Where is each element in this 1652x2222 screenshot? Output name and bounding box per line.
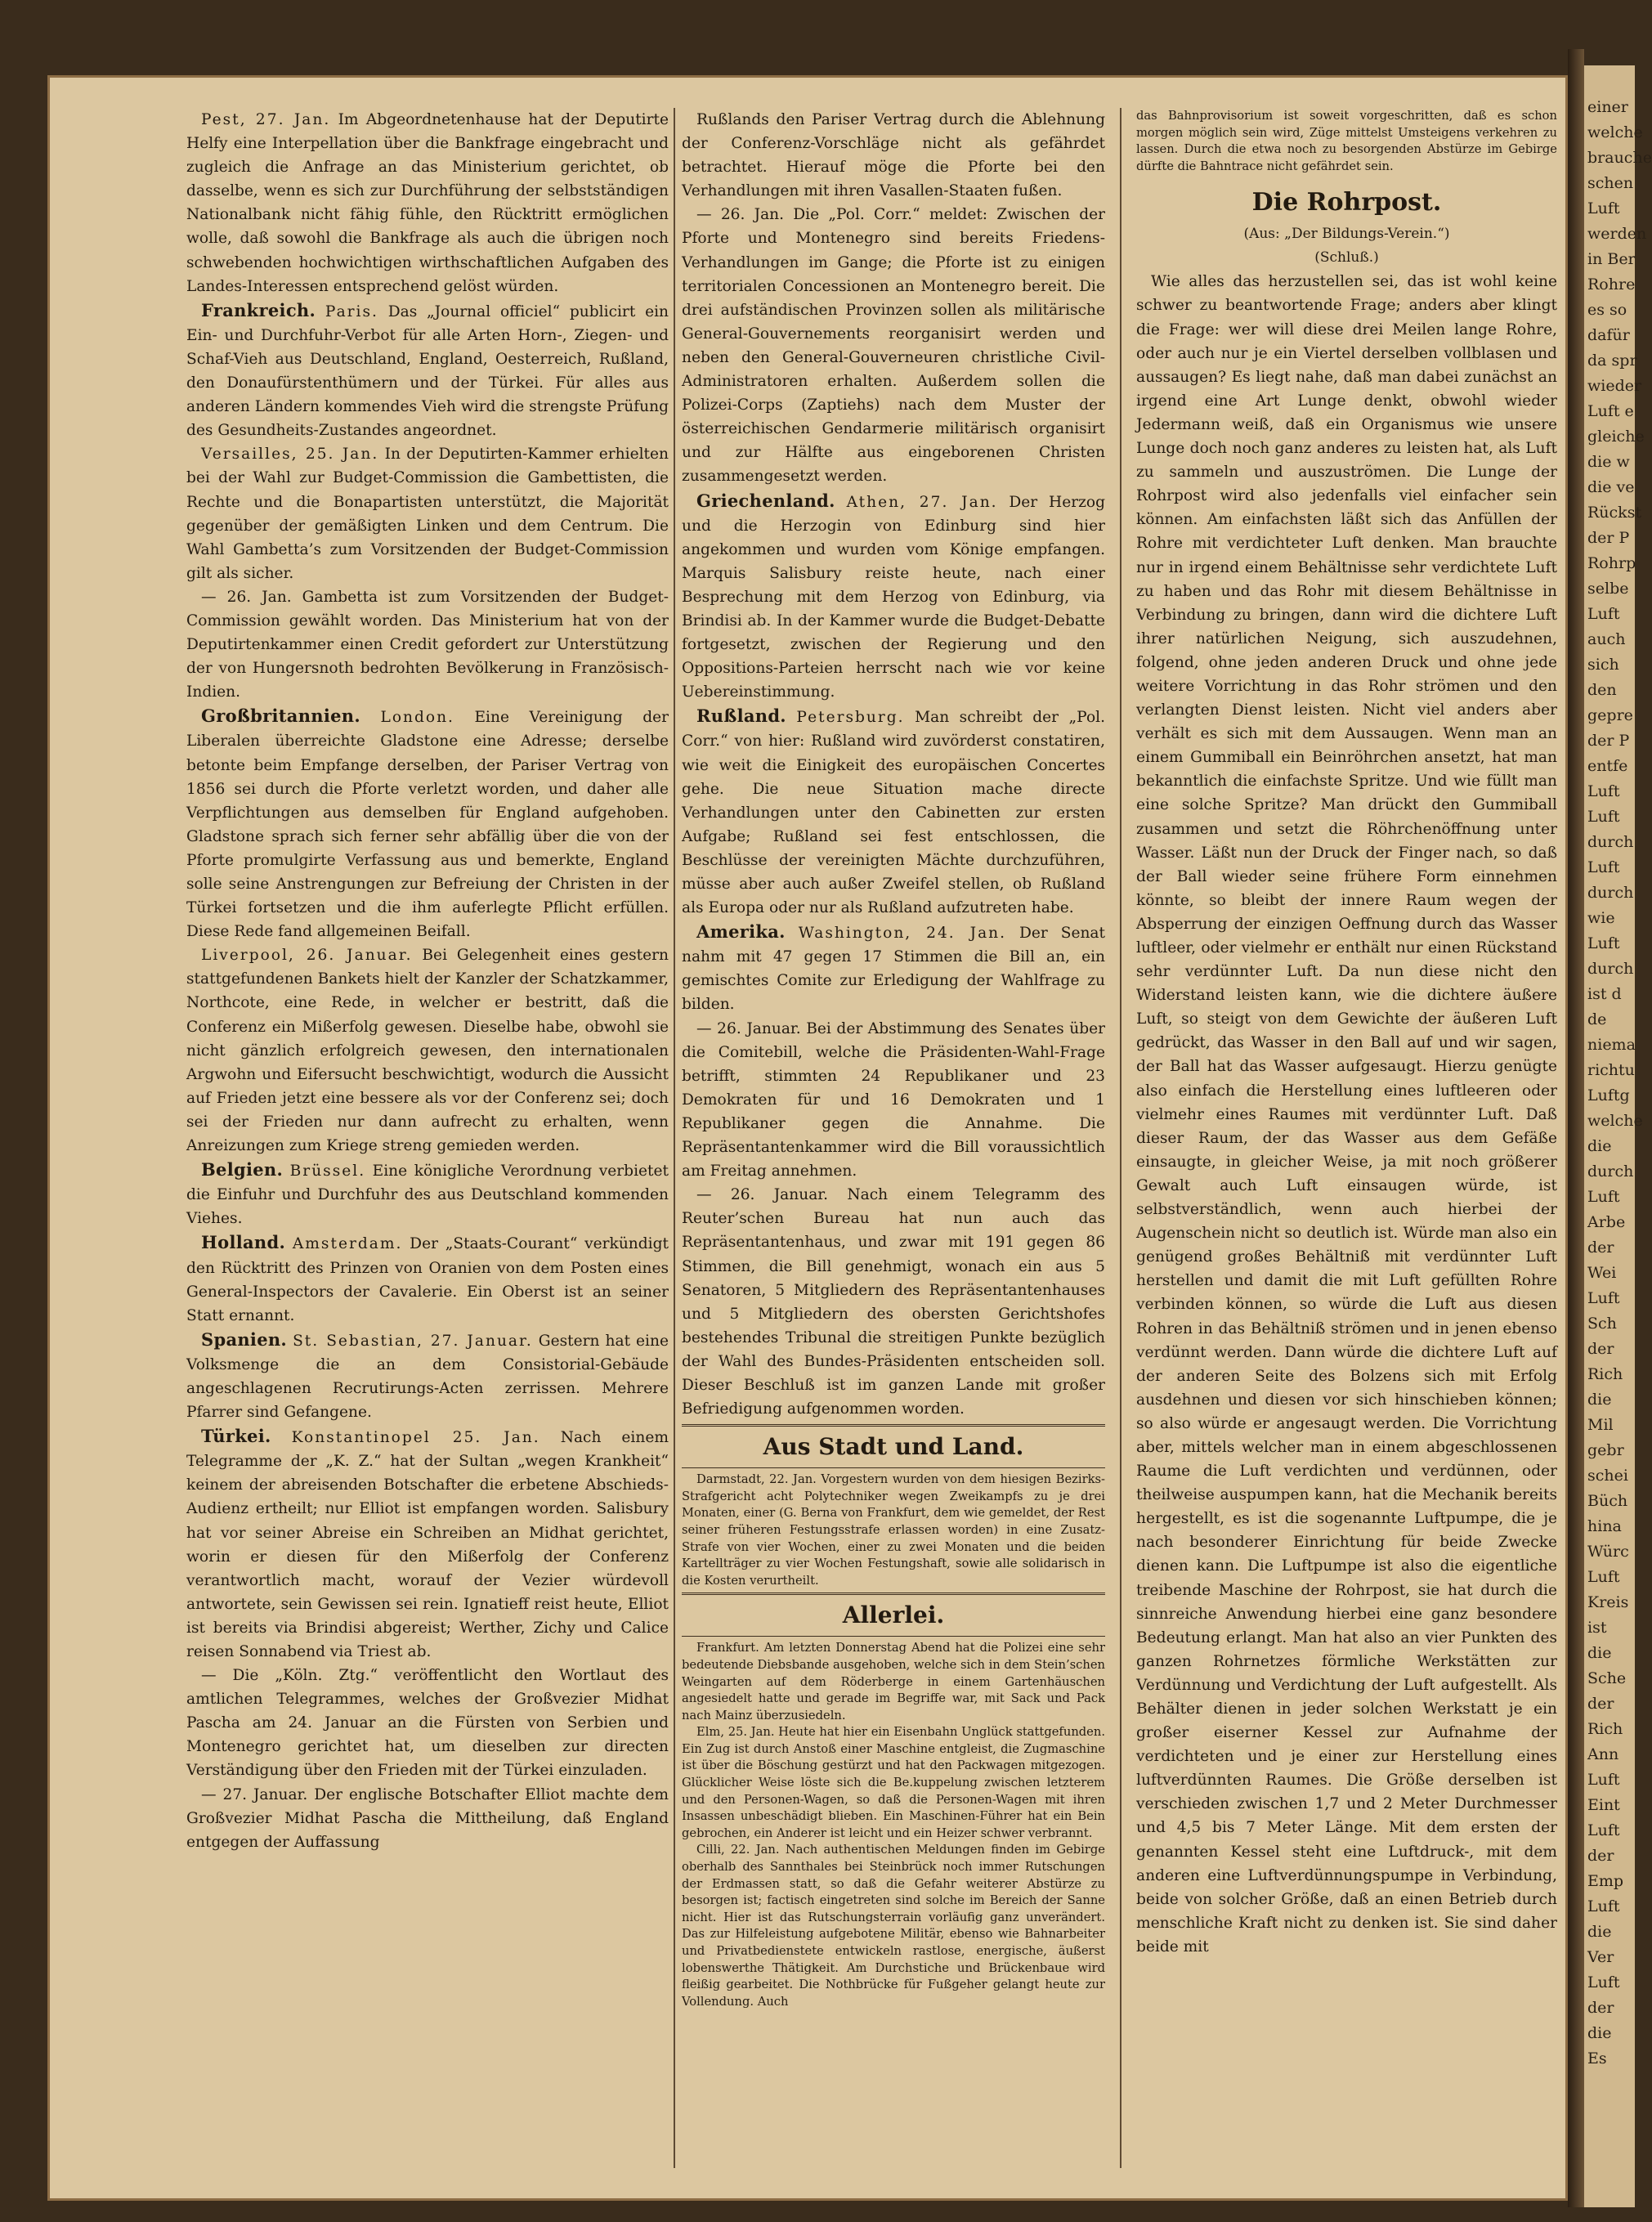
country-heading: Amerika. <box>696 921 786 943</box>
column-1 <box>186 108 669 2168</box>
dateline: Paris. <box>325 302 378 320</box>
facing-page-fragment: Luft <box>1587 782 1620 800</box>
facing-page-fragment: werden <box>1587 225 1647 243</box>
dateline: Brüssel. <box>289 1163 366 1180</box>
facing-page-fragment: Luft <box>1587 808 1620 826</box>
facing-page-fragment: Luft <box>1587 1821 1620 1839</box>
facing-page-fragment: niema <box>1587 1036 1636 1054</box>
facing-page-fragment: die <box>1587 1644 1612 1662</box>
news-item <box>682 203 1105 488</box>
facing-page-fragment: schen <box>1587 174 1634 192</box>
dateline: St. Sebastian, 27. Januar. <box>293 1332 533 1350</box>
facing-page-fragment: der P <box>1587 529 1630 547</box>
facing-page-fragment: Luft <box>1587 199 1620 217</box>
facing-page-fragment: die <box>1587 1923 1612 1941</box>
column-2 <box>682 108 1105 2168</box>
article-title-rohrpost: Die Rohrpost. <box>1251 188 1442 217</box>
dateline: Liverpool, 26. Januar. <box>201 947 413 965</box>
facing-page-fragment: Rich <box>1587 1720 1623 1738</box>
facing-page-fragment: ist <box>1587 1619 1607 1637</box>
facing-page-fragment: der <box>1587 1695 1614 1713</box>
news-text: Das „Journal officiel“ publicirt ein Ein- und Durchfuhr-Verbot für alle Arten Horn-, Ziegen- und Schaf-Vieh aus Deutschland, England, Oesterreich, Rußland, den Donaufürstenthümern und der Türkei. Für alles aus anderen Ländern kommendes Vieh wird die strengste Prüfung des Gesundheits-Zustandes angeordnet. <box>186 302 669 440</box>
facing-page-fragment: welche <box>1587 123 1643 141</box>
facing-page-fragment: Luft <box>1587 858 1620 876</box>
news-text: Bei Gelegenheit eines gestern stattgefundenen Bankets hielt der Kanzler der Schatzkammer, Northcote, eine Rede, in welcher er bestritt, daß die Conferenz ein Mißerfolg gewesen. Dieselbe habe, obwohl sie nicht gänzlich erfolgreich gewesen, den internationalen Argwohn und Eifersucht beschwichtigt, wodurch die Aussicht auf Frieden jetzt eine bessere als vor der Conferenz sei; doch sei der Frieden nur dann aufrecht zu erhalten, wenn Anreizungen zum Kriege streng gemieden werden. <box>186 947 669 1155</box>
dateline: Amsterdam. <box>292 1235 403 1253</box>
dateline: Petersburg. <box>796 709 905 727</box>
news-item <box>186 704 669 943</box>
news-text: Eine Vereinigung der Liberalen überreichte Gladstone eine Adresse; derselbe betonte beim Empfange derselben, der Pariser Vertrag von 1856 sei durch die Pforte verletzt worden, und daher alle Verpflichtungen aus demselben für England aufgehoben. Gladstone sprach sich ferner sehr abfällig über die von der Pforte promulgirte Verfassung aus und bemerkte, England solle seine Anstrengungen zur Befreiung der Christen in der Türkei fortsetzen und die ihm auferlegte Pflicht erfüllen. Diese Rede fand allgemeinen Beifall. <box>186 709 669 941</box>
facing-page-fragment: Luft <box>1587 1568 1620 1586</box>
facing-page-fragment: de <box>1587 1010 1607 1028</box>
news-text: Nach einem Telegramme der „K. Z.“ hat der Sultan „wegen Krankheit“ keinem der abreisenden Botschafter die erbetene Abschieds-Audienz ertheilt; nur Elliot ist empfangen worden. Salisbury hat vor seiner Abreise ein Schreiben an Midhat gerichtet, worin er diesen für den Mißerfolg der Conferenz verantwortlich macht, worauf der Vezier würdevoll antwortete, sein Gewissen sei rein. Ignatieff reist heute, Elliot ist bereits via Brindisi abgereist; Werther, Zichy und Calice reisen Sonnabend via Triest ab. <box>186 1429 669 1660</box>
news-text: Gestern hat eine Volksmenge die an dem Consistorial-Gebäude angeschlagenen Recrutirungs-Acten zerrissen. Mehrere Pfarrer sind Gefangene. <box>186 1332 669 1422</box>
news-text: — 26. Januar. Bei der Abstimmung des Senates über die Comitebill, welche die Präsidenten-Wahl-Frage betrifft, stimmten 24 Republikaner und 23 Demokraten für und 16 Demokraten und 1 Republikaner gegen die Annahme. Die Repräsentantenkammer wird die Bill voraussichtlich am Freitag annehmen. <box>682 1019 1105 1180</box>
facing-page-fragment: Luft <box>1587 605 1620 623</box>
news-item <box>186 1328 669 1424</box>
facing-page-fragment: der P <box>1587 732 1630 750</box>
news-item <box>186 1424 669 1664</box>
country-heading: Belgien. <box>201 1159 284 1180</box>
news-item <box>186 585 669 704</box>
section-title-stadt: Aus Stadt und Land. <box>682 1424 1105 1468</box>
facing-page-fragment: Luft <box>1587 1973 1620 1991</box>
facing-page-fragment: die ve <box>1587 478 1635 496</box>
news-item <box>186 1230 669 1327</box>
paragraph: Frankfurt. Am letzten Donnerstag Abend hat die Polizei eine sehr bedeutende Diebsbande ausgehoben, welche sich in dem Stein’schen Weingarten auf dem Röderberge in einem Gartenhäuschen angesiedelt hatte und gerade im Begriffe war, mit Sack und Pack nach Mainz überzusiedeln. <box>682 1641 1105 1722</box>
facing-page-fragment: durch <box>1587 884 1634 902</box>
country-heading: Türkei. <box>201 1426 271 1447</box>
facing-page-fragment: Mil <box>1587 1416 1614 1434</box>
column-rule <box>674 108 675 2168</box>
country-heading: Frankreich. <box>201 299 316 320</box>
facing-page-fragment: hina <box>1587 1517 1622 1535</box>
facing-page-fragment: Luft <box>1587 934 1620 952</box>
facing-page-fragment: gepre <box>1587 706 1633 724</box>
facing-page-fragment: Arbe <box>1587 1213 1626 1231</box>
news-text: Eine königliche Verordnung verbietet die Einfuhr und Durchfuhr des aus Deutschland kommenden Viehes. <box>186 1163 669 1228</box>
facing-page-fragment: Emp <box>1587 1872 1624 1890</box>
facing-page-fragment: entfe <box>1587 757 1628 775</box>
news-text: — 26. Jan. Gambetta ist zum Vorsitzenden der Budget-Commission gewählt worden. Das Ministerium hat von der Deputirtenkammer einen Credit gefordert zur Unterstützung der von Hungersnoth bedrohten Bevölkerung in Französisch-Indien. <box>186 588 669 701</box>
news-item <box>186 1664 669 1782</box>
facing-page-fragment: dafür <box>1587 326 1630 344</box>
facing-page-fragment: den <box>1587 681 1617 699</box>
news-item <box>682 704 1105 920</box>
facing-page-fragment: Es <box>1587 2050 1607 2067</box>
facing-page-fragment: gebr <box>1587 1441 1624 1459</box>
dateline: Versailles, 25. Jan. <box>201 446 379 464</box>
facing-page-fragment: Rich <box>1587 1365 1623 1383</box>
dateline: Washington, 24. Jan. <box>798 925 1007 943</box>
dateline: Pest, 27. Jan. <box>201 111 331 128</box>
news-item <box>186 1158 669 1230</box>
facing-page-fragment: gleiche <box>1587 428 1645 446</box>
news-item <box>682 920 1105 1016</box>
facing-page-fragment: auch <box>1587 630 1626 648</box>
facing-page-fragment: wie <box>1587 909 1615 927</box>
facing-page-fragment: Luftg <box>1587 1086 1630 1104</box>
dateline: Konstantinopel 25. Jan. <box>291 1429 540 1447</box>
facing-page-fragment: Luft <box>1587 1897 1620 1915</box>
news-text: Im Abgeordnetenhause hat der Deputirte Helfy eine Interpellation über die Bankfrage eingebracht und zugleich die Anfrage an das Ministerium gerichtet, ob dasselbe, wenn es sich zur Durchführung der selbstständigen Nationalbank nicht fähig fühle, den Rücktritt ermöglichen wolle, daß sowohl die Bankfrage als auch die übrigen noch schwebenden hochwichtigen wirthschaftlichen Aufgaben des Landes-Interessen entsprechend gelöst würden. <box>186 111 669 295</box>
facing-page-fragment: ist d <box>1587 985 1622 1003</box>
facing-page-fragment: der <box>1587 1847 1614 1865</box>
news-text: — 27. Januar. Der englische Botschafter Elliot machte dem Großvezier Midhat Pascha die Mittheilung, daß England entgegen der Auffassung <box>186 1785 669 1851</box>
facing-page-fragment: der <box>1587 1340 1614 1358</box>
news-text: Der Senat nahm mit 47 gegen 17 Stimmen die Bill an, ein gemischtes Comite zur Erledigung der Wahlfrage zu bilden. <box>682 925 1105 1014</box>
facing-page-fragment: durch <box>1587 833 1634 851</box>
article-part: (Schluß.) <box>1314 249 1379 267</box>
news-item <box>186 298 669 443</box>
facing-page-fragment: selbe <box>1587 580 1629 598</box>
news-text: — 26. Jan. Die „Pol. Corr.“ meldet: Zwischen der Pforte und Montenegro sind bereits Friedens-Verhandlungen im Gange; die Pforte ist zu einigen territorialen Concessionen an Montenegro bereit. Die drei aufständischen Provinzen sollen als militärische General-Gouvernements reorganisirt werden und neben den General-Gouverneuren christliche Civil-Administratoren erhalten. Außerdem sollen die Polizei-Corps (Zaptiehs) nach dem Muster der österreichischen Gendarmerie militärisch organisirt und zur Hälfte aus eingeborenen Christen zusammengesetzt werden. <box>682 206 1105 486</box>
country-heading: Spanien. <box>201 1328 288 1350</box>
news-text: Man schreibt der „Pol. Corr.“ von hier: Rußland wird zuvörderst constatiren, wie weit die Einigkeit des europäischen Concertes gehe. Die neue Situation mache directe Verhandlungen unter den Cabinetten zur ersten Aufgabe; Rußland sei fest entschlossen, die Beschlüsse der vereinigten Mächte durchzuführen, müsse aber auch außer Zweifel stellen, ob Rußland als Europa oder nur als Rußland aufzutreten habe. <box>682 709 1105 917</box>
news-text: In der Deputirten-Kammer erhielten bei der Wahl zur Budget-Commission die Gambettisten, die Rechte und die Bonapartisten unterstützt, die Majorität gegenüber der gemäßigten Linken und dem Centrum. Die Wahl Gambetta’s zum Vorsitzenden der Budget-Commission gilt als sicher. <box>186 446 669 582</box>
news-text: — 26. Januar. Nach einem Telegramm des Reuter’schen Bureau hat nun auch das Repräsentantenhaus, und zwar mit 191 gegen 86 Stimmen, die Bill genehmigt, wonach ein aus 5 Senatoren, 5 Mitgliedern des Repräsentantenhauses und 5 Mitgliedern des obersten Gerichtshofes bestehendes Tribunal die streitigen Punkte bezüglich der Wahl des Bundes-Präsidenten entscheiden soll. Dieser Beschluß ist im ganzen Lande mit großer Befriedigung aufgenommen worden. <box>682 1186 1105 1418</box>
facing-page-fragment: Rohrp <box>1587 554 1636 572</box>
facing-page-fragment: durch <box>1587 1163 1634 1180</box>
section-title-allerlei: Allerlei. <box>682 1593 1105 1637</box>
dateline: Athen, 27. Jan. <box>846 493 998 511</box>
news-item <box>682 1017 1105 1184</box>
facing-page-fragment: Wei <box>1587 1264 1617 1282</box>
paragraph: Elm, 25. Jan. Heute hat hier ein Eisenbahn Unglück stattgefunden. Ein Zug ist durch Anstoß einer Maschine entgleist, die Zugmaschine ist über die Böschung gestürzt und hat den Packwagen mitgezogen. Glücklicher Weise löste sich die Be.kuppelung zwischen letzterem und den Personen-Wagen, so daß die Personen-Wagen mit ihren Insassen unbeschädigt blieben. Ein Maschinen-Führer hat ein Bein gebrochen, ein Anderer ist leicht und ein Heizer schwer verbrannt. <box>682 1725 1105 1840</box>
news-item <box>682 489 1105 705</box>
article-rohrpost-body <box>1136 270 1557 1959</box>
paragraph: Wie alles das herzustellen sei, das ist wohl keine schwer zu beantwortende Frage; anders aber klingt die Frage: wer will diese drei Meilen lange Rohre, oder auch nur je ein Viertel derselben vollblasen und aussaugen? Es liegt nahe, daß man dabei zunächst an irgend eine Art Lunge denkt, obwohl wieder Jedermann weiß, daß ein Organismus wie unsere Lunge doch noch ganz anderes zu leisten hat, als Luft zu sammeln und auszuströmen. Die Lunge der Rohrpost wird also jedenfalls viel einfacher sein können. Am einfachsten läßt sich das Anfüllen der Rohre mit verdichteter Luft denken. Man brauchte nur in irgend einem Behältnisse sehr verdichtete Luft zu haben und das Rohr mit diesem Behältnisse in Verbindung zu bringen, dann wird die dichtere Luft ihrer natürlichen Neigung, sich auszudehnen, folgend, ohne jeden anderen Druck und ohne jede weitere Vorrichtung in das Rohr strömen und den verlangten Dienst leisten. Nicht viel anders aber verhält es sich mit dem Aussaugen. Wenn man an einem Gummiball ein Beinröhrchen ansetzt, hat man bekanntlich die einfachste Spritze. Und wie füllt man eine solche Spritze? Man drückt den Gummiball zusammen und setzt die Röhrchenöffnung unter Wasser. Läßt nun der Druck der Finger nach, so daß der Ball wieder seine frühere Form einnehmen könnte, so bleibt der innere Raum wegen der Absperrung der einzigen Oeffnung durch das Wasser luftleer, oder vielmehr er enthält nur einen Rückstand sehr verdünnter Luft. Da nun diese nicht den Widerstand leisten kann, wie die dichtere äußere Luft, so steigt von dem Gewichte der äußeren Luft gedrückt, das Wasser in den Ball auf und wir sagen, der Ball hat das Wasser aufgesaugt. Hierzu genügte also einfach die Herstellung eines luftleeren oder vielmehr eines Raumes mit verdünnter Luft. Daß dieser Raum, der das Wasser aus dem Gefäße einsaugte, in gleicher Weise, ja mit noch größerer Gewalt auch Luft einsaugen würde, ist selbstverständlich, wenn auch hierbei der Augenschein nicht so deutlich ist. Würde man also ein genügend großes Behältniß mit verdünnter Luft herstellen und damit die mit Luft gefüllten Rohre verbinden können, so würde die Luft aus diesen Rohren in das Behältniß strömen und in jenen ebenso verdünnt werden. Dann würde die dichtere Luft auf der anderen Seite des Bolzens sich mit Erfolg ausdehnen und diesen vor sich hinschieben können; so also würde er angesaugt werden. Die Vorrichtung aber, mittels welcher man in einem abgeschlossenen Raume die Luft verdichten und verdünnen, oder theilweise auspumpen kann, hat die Mechanik bereits hergestellt, es ist die sogenannte Luftpumpe, die je nach besonderer Einrichtung für beide Zwecke dienen kann. Die Luftpumpe ist also die eigentliche treibende Maschine der Rohrpost, sie hat durch die sinnreiche Anwendung hierbei eine ganz besondere Bedeutung erlangt. Man hat also an vier Punkten des ganzen Rohrnetzes förmliche Werkstätten zur Verdünnung und Verdichtung der Luft aufgestellt. Als Behälter dienen in jeder solchen Werkstatt je ein großer eiserner Kessel zur Aufnahme der verdichteten und je einer zur Herstellung eines luftverdünnten Raumes. Die Größe derselben ist verschieden zwischen 1,7 und 2 Meter Durchmesser und 4,5 bis 7 Meter Länge. Mit dem ersten der genannten Kessel steht eine Luftdruck-, mit dem anderen eine Luftverdünnungspumpe in Verbindung, beide von solcher Größe, daß an einen Betrieb durch menschliche Kraft nicht zu denken ist. Sie sind daher beide mit <box>1136 273 1557 1955</box>
news-item <box>186 442 669 585</box>
facing-page-fragment: die <box>1587 1137 1612 1155</box>
dateline: London. <box>380 709 454 727</box>
news-continued <box>682 108 1105 1421</box>
facing-page-fragment: Sche <box>1587 1669 1627 1687</box>
news-text: Rußlands den Pariser Vertrag durch die Ablehnung der Conferenz-Vorschläge nicht als gefährdet betrachtet. Hierauf möge die Pforte bei den Verhandlungen mit ihren Vasallen-Staaten fußen. <box>682 111 1105 200</box>
column-rule <box>1120 108 1121 2168</box>
article-source: (Aus: „Der Bildungs-Verein.“) <box>1243 226 1450 243</box>
section-allerlei-body <box>682 1640 1105 2010</box>
news-item <box>682 1183 1105 1421</box>
news-text: — Die „Köln. Ztg.“ veröffentlicht den Wortlaut des amtlichen Telegrammes, welches der Großvezier Midhat Pascha am 24. Januar an die Fürsten von Serbien und Montenegro gerichtet hat, um dieselben zur directen Verständigung über den Frieden mit der Türkei einzuladen. <box>186 1667 669 1780</box>
facing-page-fragment: sich <box>1587 656 1619 674</box>
news-text: Der „Staats-Courant“ verkündigt den Rücktritt des Prinzen von Oranien von dem Posten eines General-Inspectors der Cavalerie. Ein Oberst ist an seiner Statt ernannt. <box>186 1235 669 1324</box>
facing-page-fragment: Ver <box>1587 1948 1614 1966</box>
country-heading: Rußland. <box>696 706 786 727</box>
facing-page-fragment: Luft <box>1587 1188 1620 1206</box>
news-item <box>186 943 669 1158</box>
facing-page-fragment: die w <box>1587 453 1630 471</box>
facing-page-fragment: Ann <box>1587 1745 1619 1763</box>
facing-page-fragment: Rohre <box>1587 276 1636 293</box>
newspaper-page <box>47 75 1568 2201</box>
facing-page-fragment: Büch <box>1587 1492 1628 1510</box>
facing-page-fragment: der <box>1587 1239 1614 1257</box>
news-item <box>186 108 669 298</box>
section-stadt-body <box>682 1472 1105 1589</box>
facing-page-fragment: richtu <box>1587 1061 1635 1079</box>
facing-page-fragment: Luft e <box>1587 402 1634 420</box>
facing-page-fragment: die <box>1587 1391 1612 1409</box>
news-item <box>682 108 1105 203</box>
facing-page-fragment: brauche <box>1587 149 1652 167</box>
country-heading: Großbritannien. <box>201 706 360 727</box>
country-heading: Griechenland. <box>696 490 835 511</box>
facing-page-edge <box>1584 65 1652 2207</box>
facing-page-fragment: die <box>1587 2024 1612 2042</box>
facing-page-fragment: da spr <box>1587 352 1637 370</box>
facing-page-fragment: Sch <box>1587 1315 1617 1333</box>
facing-page-fragment: wieder <box>1587 377 1642 395</box>
facing-page-fragment: einer <box>1587 98 1628 116</box>
facing-page-fragment: schei <box>1587 1467 1628 1485</box>
news-text: Der Herzog und die Herzogin von Edinburg sind hier angekommen und wurden vom Könige empfangen. Marquis Salisbury reiste heute, nach einer Besprechung mit dem Herzog von Edinburg, via Brindisi ab. In der Kammer wurde die Budget-Debatte fortgesetzt, zwischen der Regierung und den Oppositions-Parteien herrscht nach wie vor keine Uebereinstimmung. <box>682 493 1105 701</box>
facing-page-fragment: durch <box>1587 960 1634 978</box>
column-3 <box>1136 108 1557 2168</box>
facing-page-fragment: Würc <box>1587 1543 1629 1561</box>
facing-page-fragment: Eint <box>1587 1796 1620 1814</box>
facing-page-fragment: Luft <box>1587 1771 1620 1789</box>
facing-page-fragment: der <box>1587 1999 1614 2017</box>
facing-page-fragment: in Ber <box>1587 250 1636 268</box>
facing-page-fragment: Rückst <box>1587 504 1642 522</box>
news-item <box>186 1783 669 1854</box>
country-heading: Holland. <box>201 1232 286 1253</box>
facing-page-fragment: Luft <box>1587 1289 1620 1307</box>
facing-page-fragment: Kreis <box>1587 1593 1629 1611</box>
paragraph: Cilli, 22. Jan. Nach authentischen Meldungen finden im Gebirge oberhalb des Sannthales bei Steinbrück noch immer Rutschungen der Erdmassen statt, so daß die Gefahr weiterer Abstürze zu besorgen ist; factisch eingetreten sind solche im Bereich der Sanne nicht. Hier ist das Rutschungsterrain vorläufig ganz unverändert. Das zur Hilfeleistung aufgebotene Militär, ebenso wie Bahnarbeiter und Privatbedienstete entwickeln rastlose, energische, äußerst lobenswerthe Thätigkeit. Am Durchstiche und Brückenbaue wird fleißig gearbeitet. Die Nothbrücke für Fußgeher gelangt heute zur Vollendung. Auch <box>682 1843 1105 2009</box>
paragraph: Darmstadt, 22. Jan. Vorgestern wurden von dem hiesigen Bezirks-Strafgericht acht Polytechniker wegen Zweikampfs zu je drei Monaten, einer (G. Berna von Frankfurt, dem wie gemeldet, der Rest seiner früheren Festungsstrafe erlassen worden) in eine Zusatz-Strafe von vier Wochen, einer zu zwei Monaten und die beiden Kartellträger zu vier Wochen Festungshaft, sowie alle solidarisch in die Kosten verurtheilt. <box>682 1472 1105 1588</box>
book-gutter <box>1568 49 1584 2207</box>
facing-page-fragment: es so <box>1587 301 1627 319</box>
facing-page-fragment: welche <box>1587 1112 1643 1130</box>
column3-top-text: das Bahnprovisorium ist soweit vorgeschritten, daß es schon morgen möglich sein wird, Züge mittelst Umsteigens verkehren zu lassen. Durch die etwa noch zu besorgenden Abstürze im Gebirge dürfte die Bahntrace nicht gefährdet sein. <box>1136 109 1557 173</box>
